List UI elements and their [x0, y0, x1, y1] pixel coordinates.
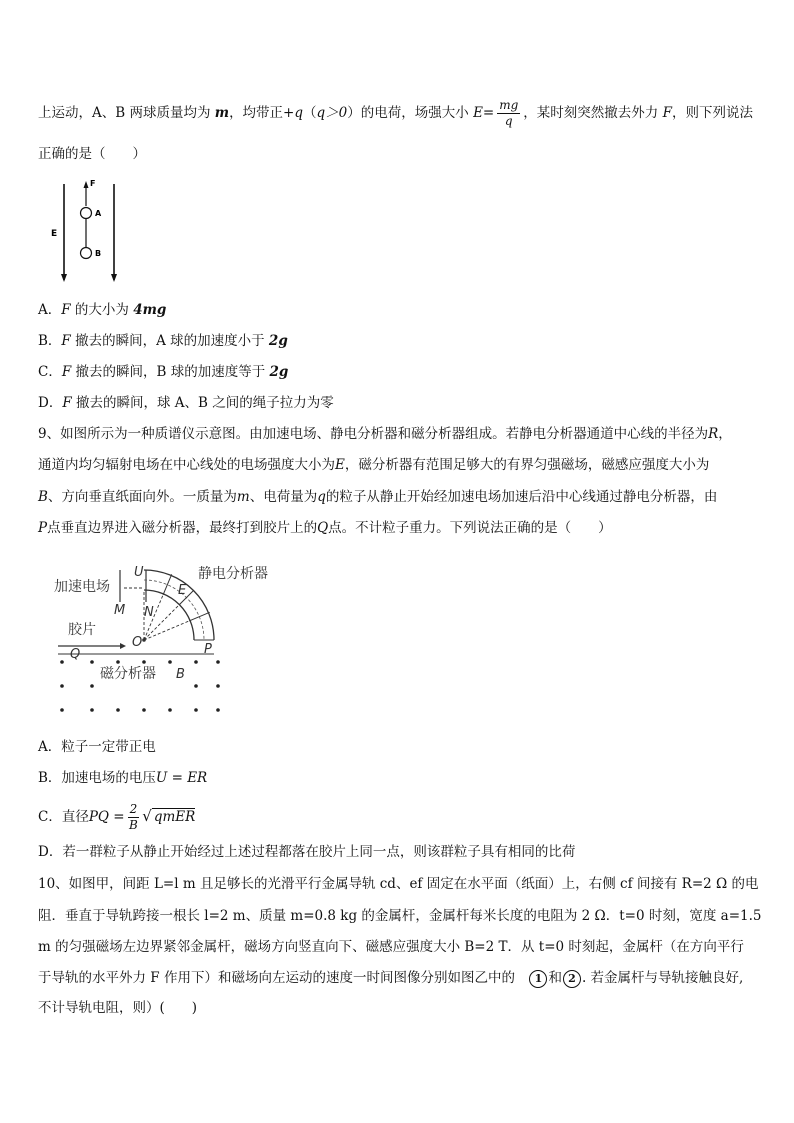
var-F: F	[61, 333, 71, 349]
q10-stem-line5: 不计导轨电阻，则）( )	[38, 1000, 198, 1016]
label-E: E	[51, 229, 58, 239]
text: 和	[548, 970, 562, 986]
sqrt-radicand: qmER	[153, 809, 196, 825]
fraction-denominator: q	[504, 114, 513, 128]
label-M: M	[114, 603, 126, 618]
q9-stem-line2	[38, 455, 709, 475]
fraction-mg-over-q	[497, 98, 520, 129]
q8-option-b	[38, 331, 288, 351]
q8-option-a	[38, 300, 166, 320]
text: 9、如图所示为一种质谱仪示意图。由加速电场、静电分析器和磁分析器组成。若静电分析器通道中心线的半径为	[38, 426, 709, 442]
circled-number-1: 1	[529, 970, 547, 988]
var-m: m	[214, 105, 230, 121]
option-value: 2g	[268, 333, 288, 349]
label-A: A	[95, 209, 102, 218]
q10-stem-line3: m 的匀强磁场左边界紧邻金属杆，磁场方向竖直向下、磁感应强度大小 B=2 T．从 t=0 时刻起，金属杆（在方向平行	[38, 939, 744, 955]
var-R: R	[708, 426, 719, 442]
option-key: A．	[38, 302, 62, 318]
condition: q＞0	[316, 105, 348, 121]
label-F: F	[90, 179, 96, 188]
text: 通道内均匀辐射电场在中心线处的电场强度大小为	[38, 457, 335, 473]
option-value: 2g	[269, 364, 289, 380]
var-m: m	[236, 489, 250, 505]
var-q: q	[294, 105, 304, 121]
text: ，	[718, 426, 732, 442]
q9-stem-line3	[38, 487, 717, 507]
option-key: B．	[38, 333, 62, 349]
text: ）的电荷，场强大小	[347, 105, 474, 121]
text: （	[303, 105, 317, 121]
label-O: O	[132, 635, 143, 650]
formula: U = ER	[155, 770, 208, 786]
q9-option-c	[38, 802, 195, 833]
fraction-denominator: B	[129, 818, 138, 832]
label-Q: Q	[70, 647, 81, 662]
option-text: 撤去的瞬间，B 球的加速度等于	[71, 364, 270, 380]
text: . 若金属杆与导轨接触良好,	[581, 970, 744, 986]
q9-option-b	[38, 768, 207, 788]
var-F: F	[62, 395, 72, 411]
arrow-head	[84, 181, 89, 188]
var-B: B	[38, 489, 48, 505]
q10-stem-line1: 10、如图甲，间距 L=l m 且足够长的光滑平行金属导轨 cd、ef 固定在水平面（纸面）上，右侧 cf 间接有 R=2 Ω 的电	[38, 876, 759, 892]
option-key: C．	[38, 364, 62, 380]
option-value: 4mg	[133, 302, 167, 318]
option-key: D．	[38, 395, 63, 411]
text: 点。不计粒子重力。下列说法正确的是（ ）	[328, 520, 612, 536]
fraction-2-over-B	[128, 802, 140, 833]
var-P: P	[38, 520, 48, 536]
ball-A	[81, 208, 92, 219]
arrow-head	[120, 643, 126, 649]
var-E: E=	[473, 105, 495, 121]
text: 、电荷量为	[249, 489, 318, 505]
option-key: C．直径	[38, 809, 89, 825]
text: ，磁分析器有范围足够大的有界匀强磁场，磁感应强度大小为	[344, 457, 710, 473]
circled-number-2: 2	[563, 970, 581, 988]
label-N: N	[144, 605, 154, 620]
arrow-head	[61, 274, 67, 282]
q8-figure	[46, 176, 136, 286]
label-B: B	[95, 249, 102, 258]
label-esa: 静电分析器	[198, 566, 268, 582]
text: ，则下列说法	[671, 105, 753, 121]
q9-stem-line4	[38, 518, 612, 538]
text: 于导轨的水平外力 F 作用下）和磁场向左运动的速度一时间图像分别如图乙中的	[38, 970, 529, 986]
q8-option-d	[38, 393, 334, 413]
q9-figure	[44, 558, 294, 720]
fraction-numerator: mg	[499, 98, 519, 112]
point-O	[142, 638, 146, 642]
text: ，均带正+	[229, 105, 295, 121]
text: 点垂直边界进入磁分析器，最终打到胶片上的	[47, 520, 318, 536]
text: ，某时刻突然撤去外力	[523, 105, 663, 121]
fraction-numerator: 2	[129, 802, 138, 816]
option-text: 的大小为	[70, 302, 134, 318]
arrow-head	[111, 274, 117, 282]
label-E: E	[178, 583, 187, 598]
var-Q: Q	[317, 520, 329, 536]
label-P: P	[204, 642, 212, 657]
text: 上运动，A、B 两球质量均为	[38, 105, 215, 121]
q8-stem-line1	[38, 98, 753, 129]
ball-B	[81, 248, 92, 259]
text: 的粒子从静止开始经加速电场加速后沿中心线通过静电分析器，由	[325, 489, 718, 505]
sqrt-sign: √	[142, 807, 152, 825]
text: 、方向垂直纸面向外。一质量为	[47, 489, 237, 505]
label-U: U	[134, 565, 144, 580]
option-text: 撤去的瞬间，球 A、B 之间的绳子拉力为零	[71, 395, 334, 411]
q10-stem-line2: 阻．垂直于导轨跨接一根长 l=2 m、质量 m=0.8 kg 的金属杆，金属杆每米长度的电阻为 2 Ω．t=0 时刻，宽度 a=1.5	[38, 908, 762, 924]
q10-stem-line4	[38, 968, 743, 988]
label-msa: 磁分析器	[100, 666, 156, 682]
option-text: 撤去的瞬间，A 球的加速度小于	[70, 333, 269, 349]
q9-option-d: D．若一群粒子从静止开始经过上述过程都落在胶片上同一点，则该群粒子具有相同的比荷	[38, 844, 576, 860]
option-key: B．加速电场的电压	[38, 770, 156, 786]
label-accel-field: 加速电场	[54, 579, 110, 595]
q8-option-c	[38, 362, 288, 382]
q9-stem-line1	[38, 424, 732, 444]
var-E: E	[335, 457, 345, 473]
var-q: q	[317, 489, 326, 505]
var-F: F	[61, 364, 72, 380]
q8-stem-line2: 正确的是（ ）	[38, 146, 146, 162]
label-film: 胶片	[68, 622, 96, 638]
q9-option-a: A．粒子一定带正电	[38, 739, 156, 755]
var-F: F	[662, 105, 672, 121]
var-F: F	[61, 302, 71, 318]
formula-lhs: PQ =	[88, 809, 125, 825]
label-B: B	[176, 667, 185, 682]
